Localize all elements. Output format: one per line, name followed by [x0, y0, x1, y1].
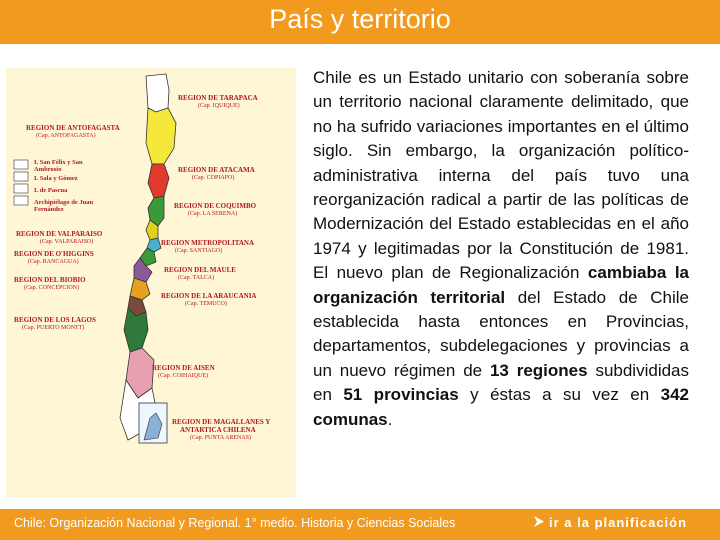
body-bold-communes: 342 comunas: [313, 385, 689, 429]
label-coquimbo: REGION DE COQUIMBO (Cap. LA SERENA): [174, 202, 257, 217]
region-antofagasta-shape: [146, 108, 176, 164]
island-label-pascua: I. de Pascua: [34, 187, 68, 194]
island-label-sala-gomez: I. Sala y Gómez: [34, 175, 78, 182]
label-valparaiso: REGION DE VALPARAISO (Cap. VALPARAISO): [16, 230, 103, 245]
chile-regions-map: [6, 68, 296, 498]
label-biobio: REGION DEL BIOBIO (Cap. CONCEPCION): [14, 276, 86, 291]
body-text-part-1: Chile es un Estado unitario con soberanía sobre un territorio nacional claramente delimitado, que no ha sufrido variaciones importantes en el último siglo. Sin embargo, la organización político-administrativa interna del país tuvo una reorganización radical a partir de las políticas de Modernización del Estado establecidas en el año 1974 y legitimadas por la Constitución de 1981. El nuevo plan de Regionalización: [313, 68, 689, 283]
arrow-right-icon: [533, 515, 545, 530]
island-inset-4: [14, 196, 28, 205]
label-tarapaca: REGION DE TARAPACA (Cap. IQUIQUE): [178, 94, 258, 109]
body-text-part-4: y éstas a su vez en: [458, 385, 661, 405]
label-aisen: REGION DE AISEN (Cap. COIHAIQUE): [152, 364, 215, 379]
body-bold-territorial: cambiaba la organización territorial: [313, 263, 690, 307]
body-text-part-3: subdivididas en: [313, 360, 690, 405]
region-tarapaca-shape: [146, 74, 169, 112]
island-labels: [34, 159, 94, 213]
label-maule: REGION DEL MAULE (Cap. TALCA): [164, 266, 236, 281]
footer-caption: Chile: Organización Nacional y Regional. 1° medio. Historia y Ciencias Sociales: [14, 516, 456, 530]
island-inset-3: [14, 184, 28, 193]
label-metropolitana: REGION METROPOLITANA (Cap. SANTIAGO): [161, 239, 255, 254]
body-bold-regions: 13 regiones: [489, 360, 588, 380]
label-magallanes: REGION DE MAGALLANES Y ANTARTICA CHILENA (Cap. PUNTA ARENAS): [172, 418, 271, 441]
footer-bar: [0, 509, 720, 540]
label-atacama: REGION DE ATACAMA (Cap. COPIAPO): [178, 166, 255, 181]
island-label-san-felix: I. San Félix y San Ambrosio: [34, 159, 83, 173]
island-inset-1: [14, 160, 28, 169]
planning-link-button[interactable]: [533, 515, 687, 530]
page-title: País y territorio: [269, 4, 451, 34]
region-atacama-shape: [148, 164, 169, 198]
island-inset-2: [14, 172, 28, 181]
body-paragraph: [313, 66, 689, 432]
island-label-juan-fernandez: Archipiélago de Juan Fernández: [34, 199, 94, 213]
body-text-part-2: del Estado de Chile establecida hasta entonces en Provincias, departamentos, subdelegaciones y provincias a un nuevo régimen de: [313, 287, 690, 380]
planning-link-label: ir a la planificación: [549, 515, 688, 530]
label-antofagasta: REGION DE ANTOFAGASTA (Cap. ANTOFAGASTA): [26, 124, 120, 139]
label-los-lagos: REGION DE LOS LAGOS (Cap. PUERTO MONTT): [14, 316, 96, 331]
body-bold-provinces: 51 provincias: [343, 385, 459, 405]
label-ohiggins: REGION DE O'HIGGINS (Cap. RANCAGUA): [14, 250, 94, 265]
body-text-part-5: .: [387, 409, 393, 429]
header-bar: [0, 0, 720, 44]
label-araucania: REGION DE LA ARAUCANIA (Cap. TEMUCO): [161, 292, 257, 307]
